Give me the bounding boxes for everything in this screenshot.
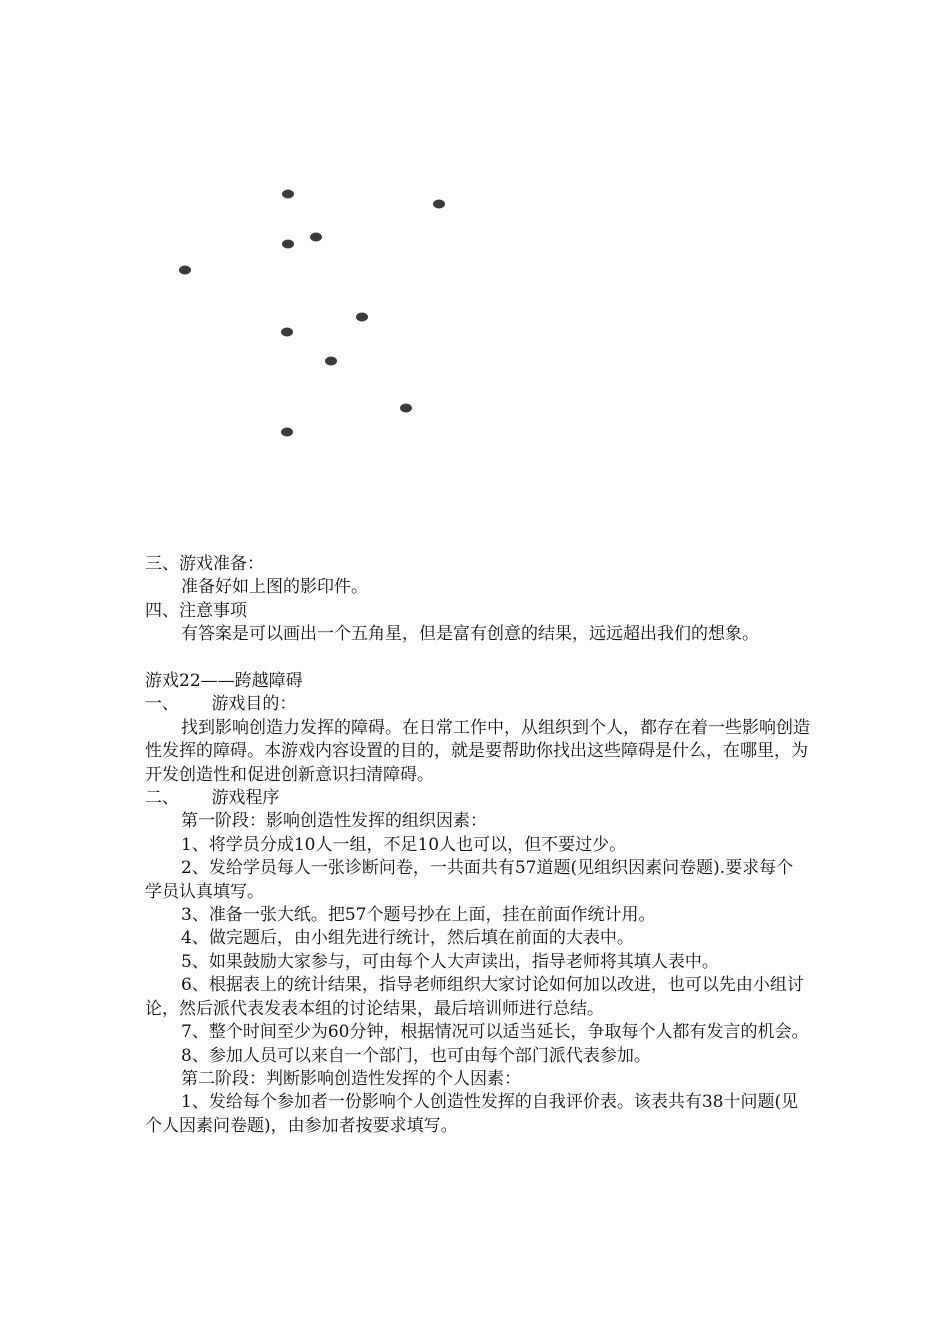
game-22-title: 游戏22——跨越障碍 bbox=[145, 671, 303, 692]
dot-9 bbox=[400, 404, 412, 413]
dot-4 bbox=[282, 240, 294, 249]
document-body bbox=[145, 553, 810, 1138]
g22-section-1-number: 一、 bbox=[145, 694, 179, 715]
stage-1-item: 8、参加人员可以来自一个部门，也可由每个部门派代表参加。 bbox=[181, 1045, 651, 1066]
g22-section-2-title: 游戏程序 bbox=[211, 788, 280, 809]
stage-1-item: 3、准备一张大纸。把57个题号抄在上面，挂在前面作统计用。 bbox=[181, 905, 656, 926]
stage-1-item: 7、整个时间至少为60分钟，根据情况可以适当延长，争取每个人都有发言的机会。 bbox=[181, 1022, 809, 1043]
stage-1-heading: 第一阶段：影响创造性发挥的组织因素： bbox=[181, 811, 487, 832]
dot-8 bbox=[325, 357, 337, 366]
dot-6 bbox=[356, 313, 368, 322]
g22-section-1-body: 找到影响创造力发挥的障碍。在日常工作中，从组织到个人，都存在着一些影响创造性发挥的障碍。本游戏内容设置的目的，就是要帮助你找出这些障碍是什么，在哪里，为开发创造性和促进创新意识扫清障碍。 bbox=[145, 717, 810, 785]
section-4-heading: 四、注意事项 bbox=[145, 600, 247, 621]
g22-section-2-number: 二、 bbox=[145, 788, 179, 809]
dot-figure bbox=[140, 110, 630, 520]
stage-1-item: 4、做完题后，由小组先进行统计，然后填在前面的大表中。 bbox=[181, 928, 634, 949]
dot-7 bbox=[281, 328, 293, 337]
g22-section-1-heading bbox=[145, 693, 810, 716]
stage-2-heading: 第二阶段：判断影响创造性发挥的个人因素： bbox=[181, 1068, 521, 1089]
stage-2-item: 1、发给每个参加者一份影响个人创造性发挥的自我评价表。该表共有38十问题(见个人因素问卷题)，由参加者按要求填写。 bbox=[145, 1092, 799, 1136]
spacer bbox=[145, 647, 810, 670]
stage-1-item: 1、将学员分成10人一组，不足10人也可以，但不要过少。 bbox=[181, 834, 627, 855]
stage-1-item: 5、如果鼓励大家参与，可由每个人大声读出，指导老师将其填人表中。 bbox=[181, 951, 719, 972]
dot-1 bbox=[282, 190, 294, 199]
section-3-heading: 三、游戏准备： bbox=[145, 554, 264, 574]
stage-1-item: 2、发给学员每人一张诊断问卷，一共面共有57道题(见组织因素问卷题).要求每个学员认真填写。 bbox=[145, 858, 794, 902]
dot-5 bbox=[179, 266, 191, 275]
dot-10 bbox=[281, 428, 293, 437]
dot-pattern bbox=[140, 110, 630, 520]
stage-1-item: 6、根据表上的统计结果，指导老师组织大家讨论如何加以改进，也可以先由小组讨论，然后派代表发表本组的讨论结果，最后培训师进行总结。 bbox=[145, 975, 804, 1019]
section-4-body: 有答案是可以画出一个五角星，但是富有创意的结果，远远超出我们的想象。 bbox=[181, 624, 759, 645]
g22-section-2-heading bbox=[145, 787, 810, 810]
dot-3 bbox=[310, 233, 322, 242]
g22-section-1-title: 游戏目的： bbox=[211, 694, 297, 715]
section-3-body: 准备好如上图的影印件。 bbox=[181, 577, 368, 598]
dot-2 bbox=[433, 200, 445, 209]
